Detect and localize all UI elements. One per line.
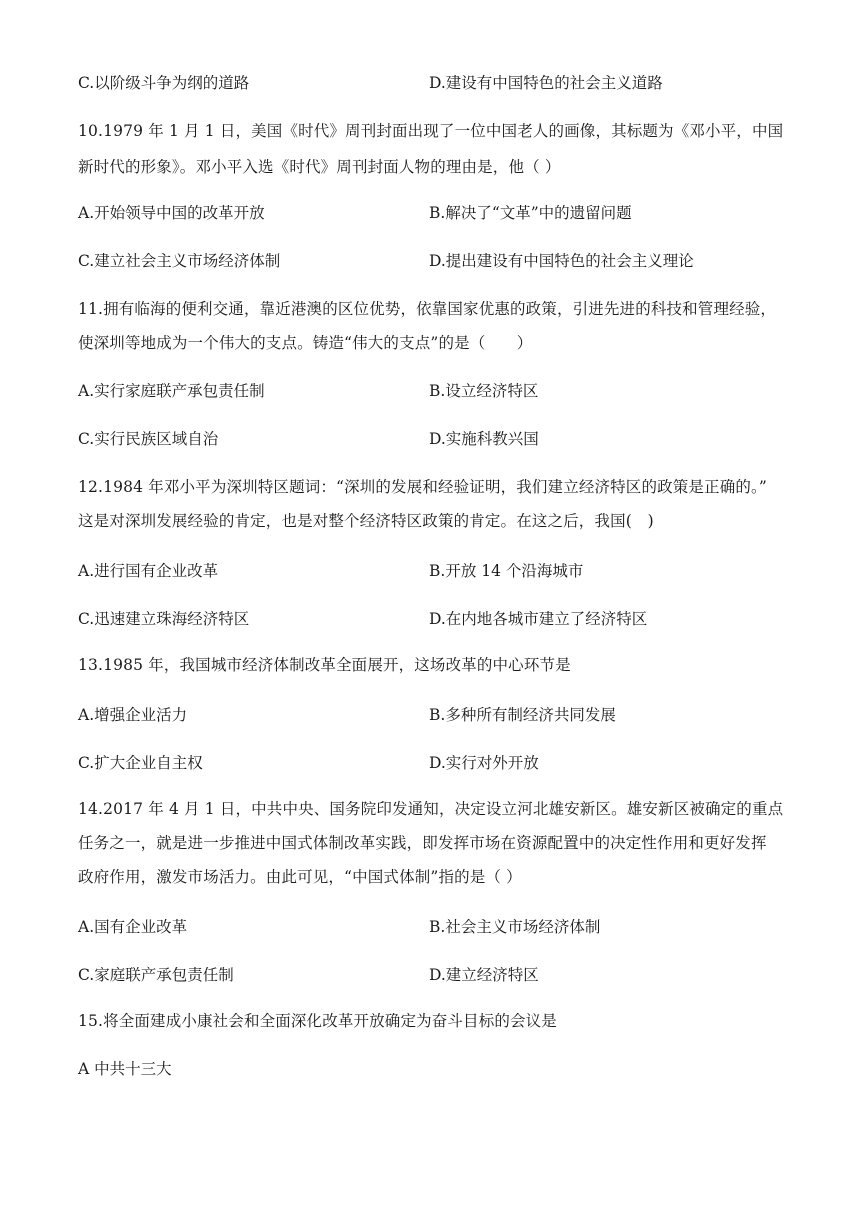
option-c: C.家庭联产承包责任制 [78, 966, 234, 984]
question-14-stem-line-1: 14.2017 年 4 月 1 日，中共中央、国务院印发通知，决定设立河北雄安新区。雄安新区被确定的重点 [78, 800, 784, 818]
option-b: B.社会主义市场经济体制 [429, 918, 601, 936]
option-d: D.实行对外开放 [429, 754, 539, 772]
option-b: B.设立经济特区 [429, 382, 539, 400]
question-10-stem-line-2: 新时代的形象》。邓小平入选《时代》周刊封面人物的理由是，他（ ） [78, 158, 561, 176]
option-d: D.在内地各城市建立了经济特区 [429, 610, 648, 628]
option-row [78, 962, 784, 988]
option-row [78, 70, 784, 96]
option-d: D.实施科教兴国 [429, 430, 539, 448]
question-12-stem-line-1: 12.1984 年邓小平为深圳特区题词：“深圳的发展和经验证明，我们建立经济特区的政策是正确的。” [78, 478, 767, 496]
option-b: B.开放 14 个沿海城市 [429, 562, 584, 580]
option-row [78, 558, 784, 584]
option-row [78, 750, 784, 776]
option-b: B.解决了“文革”中的遗留问题 [429, 204, 632, 222]
option-row [78, 914, 784, 940]
option-row [78, 426, 784, 452]
question-10-stem-line-1: 10.1979 年 1 月 1 日，美国《时代》周刊封面出现了一位中国老人的画像，其标题为《邓小平，中国 [78, 122, 784, 140]
option-row [78, 248, 784, 274]
question-11-stem-line-2: 使深圳等地成为一个伟大的支点。铸造“伟大的支点”的是（ ） [78, 334, 533, 352]
option-a: A.实行家庭联产承包责任制 [78, 382, 265, 400]
option-a: A.进行国有企业改革 [78, 562, 219, 580]
option-c: C.实行民族区域自治 [78, 430, 219, 448]
question-14-stem-line-2: 任务之一，就是进一步推进中国式体制改革实践，即发挥市场在资源配置中的决定性作用和更好发挥 [78, 834, 767, 852]
question-12-stem-line-2: 这是对深圳发展经验的肯定，也是对整个经济特区政策的肯定。在这之后，我国( ) [78, 512, 654, 530]
option-row [78, 378, 784, 404]
option-a: A 中共十三大 [78, 1060, 172, 1078]
question-13-stem-line-1: 13.1985 年，我国城市经济体制改革全面展开，这场改革的中心环节是 [78, 656, 571, 674]
option-c: C.以阶级斗争为纲的道路 [78, 74, 250, 92]
option-c: C.迅速建立珠海经济特区 [78, 610, 250, 628]
option-c: C.建立社会主义市场经济体制 [78, 252, 281, 270]
option-row [78, 606, 784, 632]
option-row [78, 702, 784, 728]
question-15-stem-line-1: 15.将全面建成小康社会和全面深化改革开放确定为奋斗目标的会议是 [78, 1012, 557, 1030]
option-a: A.开始领导中国的改革开放 [78, 204, 265, 222]
option-a: A.国有企业改革 [78, 918, 188, 936]
question-14-stem-line-3: 政府作用，激发市场活力。由此可见，“中国式体制”指的是（ ） [78, 868, 522, 886]
option-d: D.建立经济特区 [429, 966, 539, 984]
option-d: D.建设有中国特色的社会主义道路 [429, 74, 663, 92]
option-b: B.多种所有制经济共同发展 [429, 706, 616, 724]
option-a: A.增强企业活力 [78, 706, 188, 724]
option-row [78, 1056, 784, 1082]
option-d: D.提出建设有中国特色的社会主义理论 [429, 252, 694, 270]
question-11-stem-line-1: 11.拥有临海的便利交通，靠近港澳的区位优势，依靠国家优惠的政策，引进先进的科技和管理经验， [78, 300, 777, 318]
option-row [78, 200, 784, 226]
option-c: C.扩大企业自主权 [78, 754, 203, 772]
